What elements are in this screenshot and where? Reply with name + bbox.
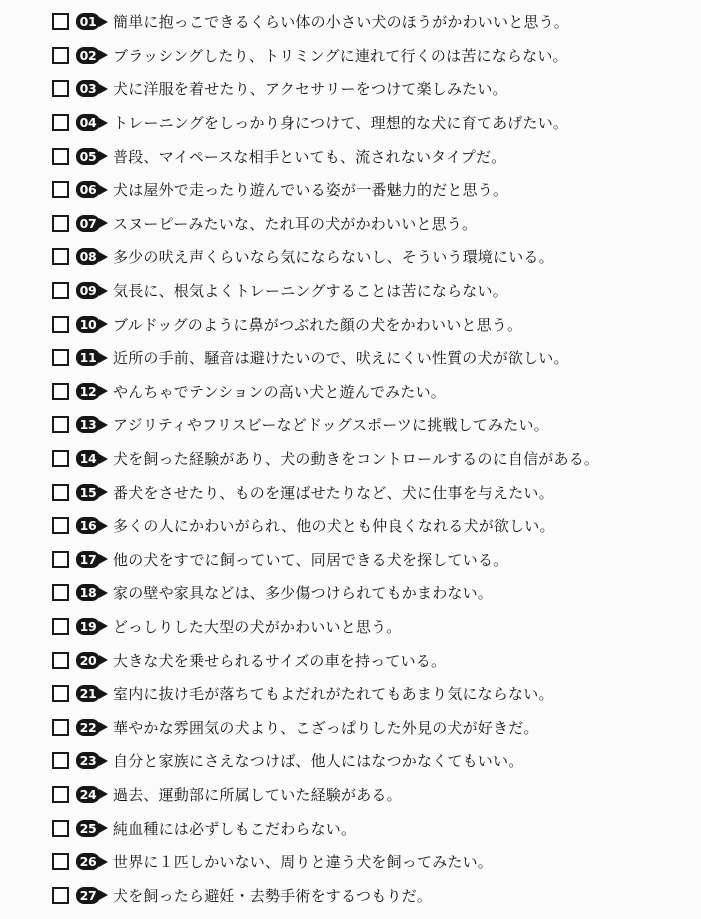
checklist-item bbox=[52, 139, 692, 173]
arrow-right-icon bbox=[99, 521, 108, 531]
item-number-badge: 16 bbox=[76, 517, 100, 534]
item-text: 多くの人にかわいがられ、他の犬とも仲良くなれる犬が欲しい。 bbox=[113, 517, 555, 536]
checklist-item bbox=[52, 442, 692, 476]
arrow-right-icon bbox=[99, 319, 108, 329]
item-number-badge: 03 bbox=[76, 80, 100, 97]
item-number-marker bbox=[76, 450, 108, 467]
checklist-item bbox=[52, 778, 692, 812]
item-number-marker bbox=[76, 148, 108, 165]
checklist-item bbox=[52, 845, 692, 879]
item-text: 自分と家族にさえなつけば、他人にはなつかなくてもいい。 bbox=[113, 752, 524, 771]
arrow-right-icon bbox=[99, 857, 108, 867]
item-number-badge: 24 bbox=[76, 786, 100, 803]
item-text: 他の犬をすでに飼っていて、同居できる犬を探している。 bbox=[113, 550, 509, 569]
item-text: ブルドッグのように鼻がつぶれた顔の犬をかわいいと思う。 bbox=[113, 315, 523, 334]
checklist-item bbox=[52, 72, 692, 106]
item-number-badge: 07 bbox=[76, 215, 100, 232]
checkbox[interactable] bbox=[52, 551, 69, 568]
checkbox[interactable] bbox=[52, 820, 69, 837]
arrow-right-icon bbox=[99, 655, 108, 665]
checklist-item bbox=[52, 576, 692, 610]
checkbox[interactable] bbox=[52, 383, 69, 400]
item-number-marker bbox=[76, 786, 108, 803]
arrow-right-icon bbox=[99, 722, 108, 732]
checkbox[interactable] bbox=[52, 349, 69, 366]
item-number-badge: 13 bbox=[76, 416, 100, 433]
checkbox[interactable] bbox=[52, 719, 69, 736]
item-number-badge: 04 bbox=[76, 114, 100, 131]
item-number-marker bbox=[76, 416, 108, 433]
checkbox[interactable] bbox=[52, 786, 69, 803]
checkbox[interactable] bbox=[52, 484, 69, 501]
checkbox[interactable] bbox=[52, 652, 69, 669]
arrow-right-icon bbox=[99, 823, 108, 833]
checkbox[interactable] bbox=[52, 853, 69, 870]
arrow-right-icon bbox=[99, 420, 108, 430]
checklist-item bbox=[52, 375, 692, 409]
checkbox[interactable] bbox=[52, 114, 69, 131]
checklist-item bbox=[52, 643, 692, 677]
checklist-item bbox=[52, 408, 692, 442]
item-text: 犬を飼ったら避妊・去勢手術をするつもりだ。 bbox=[113, 886, 433, 905]
item-text: 大きな犬を乗せられるサイズの車を持っている。 bbox=[113, 651, 447, 670]
item-number-badge: 22 bbox=[76, 719, 100, 736]
checkbox[interactable] bbox=[52, 752, 69, 769]
arrow-right-icon bbox=[99, 84, 108, 94]
arrow-right-icon bbox=[99, 454, 108, 464]
item-text: 純血種には必ずしもこだわらない。 bbox=[113, 819, 357, 838]
checklist-item bbox=[52, 240, 692, 274]
checkbox[interactable] bbox=[52, 416, 69, 433]
item-number-badge: 09 bbox=[76, 282, 100, 299]
item-text: 犬は屋外で走ったり遊んでいる姿が一番魅力的だと思う。 bbox=[113, 181, 509, 200]
item-text: 家の壁や家具などは、多少傷つけられてもかまわない。 bbox=[113, 584, 494, 603]
arrow-right-icon bbox=[99, 756, 108, 766]
item-number-marker bbox=[76, 13, 108, 30]
item-number-marker bbox=[76, 282, 108, 299]
item-number-marker bbox=[76, 618, 108, 635]
item-number-marker bbox=[76, 584, 108, 601]
checklist-item bbox=[52, 744, 692, 778]
item-number-badge: 01 bbox=[76, 13, 100, 30]
item-number-marker bbox=[76, 114, 108, 131]
arrow-right-icon bbox=[99, 17, 108, 27]
item-text: 番犬をさせたり、ものを運ばせたりなど、犬に仕事を与えたい。 bbox=[113, 483, 554, 502]
item-number-marker bbox=[76, 484, 108, 501]
checklist-item bbox=[52, 677, 692, 711]
arrow-right-icon bbox=[99, 118, 108, 128]
checklist-item bbox=[52, 475, 692, 509]
item-text: 多少の吠え声くらいなら気にならないし、そういう環境にいる。 bbox=[113, 248, 554, 267]
checklist-item bbox=[52, 811, 692, 845]
checklist-item bbox=[52, 207, 692, 241]
item-text: 犬に洋服を着せたり、アクセサリーをつけて楽しみたい。 bbox=[113, 80, 508, 99]
item-text: 気長に、根気よくトレーニングすることは苦にならない。 bbox=[113, 282, 508, 301]
checkbox[interactable] bbox=[52, 316, 69, 333]
checkbox[interactable] bbox=[52, 282, 69, 299]
item-text: アジリティやフリスビーなどドッグスポーツに挑戦してみたい。 bbox=[113, 416, 549, 435]
item-number-badge: 20 bbox=[76, 652, 100, 669]
checklist bbox=[52, 5, 692, 912]
item-text: どっしりした大型の犬がかわいいと思う。 bbox=[113, 617, 402, 636]
checklist-item bbox=[52, 274, 692, 308]
arrow-right-icon bbox=[99, 252, 108, 262]
item-number-badge: 14 bbox=[76, 450, 100, 467]
item-number-badge: 26 bbox=[76, 853, 100, 870]
arrow-right-icon bbox=[99, 789, 108, 799]
item-number-badge: 06 bbox=[76, 181, 100, 198]
checklist-item bbox=[52, 5, 692, 39]
item-text: 近所の手前、騒音は避けたいので、吠えにくい性質の犬が欲しい。 bbox=[113, 349, 569, 368]
item-text: 普段、マイペースな相手といても、流されないタイプだ。 bbox=[113, 147, 507, 166]
checkbox[interactable] bbox=[52, 181, 69, 198]
checkbox[interactable] bbox=[52, 584, 69, 601]
checkbox[interactable] bbox=[52, 887, 69, 904]
item-number-marker bbox=[76, 887, 108, 904]
item-number-badge: 25 bbox=[76, 820, 100, 837]
checkbox[interactable] bbox=[52, 13, 69, 30]
checklist-item bbox=[52, 710, 692, 744]
item-number-marker bbox=[76, 719, 108, 736]
arrow-right-icon bbox=[99, 185, 108, 195]
checklist-item bbox=[52, 509, 692, 543]
item-number-marker bbox=[76, 652, 108, 669]
item-number-marker bbox=[76, 853, 108, 870]
checkbox[interactable] bbox=[52, 80, 69, 97]
item-number-badge: 10 bbox=[76, 316, 100, 333]
checkbox[interactable] bbox=[52, 215, 69, 232]
item-text: ブラッシングしたり、トリミングに連れて行くのは苦にならない。 bbox=[113, 46, 568, 65]
item-number-marker bbox=[76, 349, 108, 366]
item-text: 簡単に抱っこできるくらい体の小さい犬のほうがかわいいと思う。 bbox=[113, 13, 570, 32]
checkbox[interactable] bbox=[52, 618, 69, 635]
item-number-marker bbox=[76, 752, 108, 769]
arrow-right-icon bbox=[99, 554, 108, 564]
item-number-badge: 17 bbox=[76, 551, 100, 568]
item-number-badge: 15 bbox=[76, 484, 100, 501]
item-text: 室内に抜け毛が落ちてもよだれがたれてもあまり気にならない。 bbox=[113, 685, 554, 704]
item-number-badge: 21 bbox=[76, 685, 100, 702]
item-number-badge: 08 bbox=[76, 248, 100, 265]
item-number-marker bbox=[76, 316, 108, 333]
item-number-marker bbox=[76, 820, 108, 837]
arrow-right-icon bbox=[99, 487, 108, 497]
arrow-right-icon bbox=[99, 50, 108, 60]
item-number-badge: 27 bbox=[76, 887, 100, 904]
item-text: 過去、運動部に所属していた経験がある。 bbox=[113, 785, 402, 804]
item-number-badge: 12 bbox=[76, 383, 100, 400]
arrow-right-icon bbox=[99, 151, 108, 161]
arrow-right-icon bbox=[99, 621, 108, 631]
item-number-badge: 05 bbox=[76, 148, 100, 165]
checklist-item bbox=[52, 543, 692, 577]
item-number-marker bbox=[76, 551, 108, 568]
item-number-marker bbox=[76, 248, 108, 265]
checkbox[interactable] bbox=[52, 517, 69, 534]
item-number-marker bbox=[76, 685, 108, 702]
item-number-marker bbox=[76, 47, 108, 64]
item-number-marker bbox=[76, 181, 108, 198]
item-text: スヌーピーみたいな、たれ耳の犬がかわいいと思う。 bbox=[113, 214, 478, 233]
item-text: トレーニングをしっかり身につけて、理想的な犬に育てあげたい。 bbox=[113, 114, 569, 133]
checklist-item bbox=[52, 878, 692, 912]
checkbox[interactable] bbox=[52, 248, 69, 265]
item-number-badge: 18 bbox=[76, 584, 100, 601]
checklist-item bbox=[52, 173, 692, 207]
checklist-item bbox=[52, 106, 692, 140]
arrow-right-icon bbox=[99, 286, 108, 296]
arrow-right-icon bbox=[99, 353, 108, 363]
arrow-right-icon bbox=[99, 689, 108, 699]
checkbox[interactable] bbox=[52, 685, 69, 702]
checkbox[interactable] bbox=[52, 148, 69, 165]
item-text: 華やかな雰囲気の犬より、こざっぱりした外見の犬が好きだ。 bbox=[113, 718, 539, 737]
item-number-badge: 11 bbox=[76, 349, 100, 366]
checkbox[interactable] bbox=[52, 450, 69, 467]
checklist-item bbox=[52, 341, 692, 375]
item-text: 犬を飼った経験があり、犬の動きをコントロールするのに自信がある。 bbox=[113, 450, 600, 469]
checklist-item bbox=[52, 39, 692, 73]
checkbox[interactable] bbox=[52, 47, 69, 64]
checklist-item bbox=[52, 610, 692, 644]
item-number-marker bbox=[76, 80, 108, 97]
arrow-right-icon bbox=[99, 218, 108, 228]
item-number-badge: 02 bbox=[76, 47, 100, 64]
item-number-badge: 19 bbox=[76, 618, 100, 635]
arrow-right-icon bbox=[99, 386, 108, 396]
item-text: 世界に１匹しかいない、周りと違う犬を飼ってみたい。 bbox=[113, 853, 494, 872]
item-number-marker bbox=[76, 383, 108, 400]
arrow-right-icon bbox=[99, 588, 108, 598]
item-number-marker bbox=[76, 517, 108, 534]
item-number-marker bbox=[76, 215, 108, 232]
item-number-badge: 23 bbox=[76, 752, 100, 769]
item-text: やんちゃでテンションの高い犬と遊んでみたい。 bbox=[113, 382, 446, 401]
arrow-right-icon bbox=[99, 890, 108, 900]
checklist-item bbox=[52, 307, 692, 341]
